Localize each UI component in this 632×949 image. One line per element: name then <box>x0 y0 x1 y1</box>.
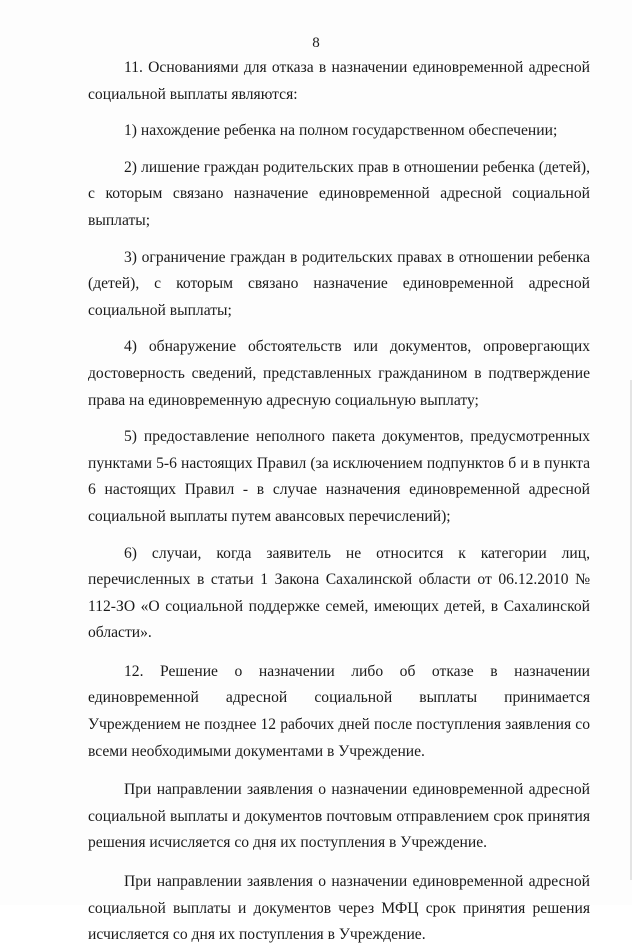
paragraph-mfc: При направлении заявления о назначении единовременной адресной социальной выплаты и документов через МФЦ срок принятия решения исчисляется со дня их поступления в Учреждение. <box>88 873 590 944</box>
list-item-2: 2) лишение граждан родительских прав в отношении ребенка (детей), с которым связано назначение единовременной адресной социальной выплаты; <box>88 158 590 229</box>
list-item-5: 5) предоставление неполного пакета документов, предусмотренных пунктами 5-6 настоящих Правил (за исключением подпунктов б и в пункта 6 настоящих Правил - в случае назначения единовременной адресной социальной выплаты путем авансовых перечислений); <box>88 428 590 525</box>
paragraph-postal: При направлении заявления о назначении единовременной адресной социальной выплаты и документов почтовым отправлением срок принятия решения исчисляется со дня их поступления в Учреждение. <box>88 781 590 852</box>
list-item-3: 3) ограничение граждан в родительских правах в отношении ребенка (детей), с которым связано назначение единовременной адресной социальной выплаты; <box>88 248 590 319</box>
list-item-6: 6) случаи, когда заявитель не относится к категории лиц, перечисленных в статьи 1 Закона Сахалинской области от 06.12.2010 № 112-ЗО «О социальной поддержке семей, имеющих детей, в Сахалинской области». <box>88 544 590 642</box>
paragraph-11: 11. Основаниями для отказа в назначении единовременной адресной социальной выплаты являются: <box>88 59 590 103</box>
list-item-1: 1) нахождение ребенка на полном государственном обеспечении; <box>124 122 558 140</box>
paragraph-12: 12. Решение о назначении либо об отказе в назначении единовременной адресной социальной выплаты принимается Учреждением не позднее 12 рабочих дней после поступления заявления со всеми необходимыми документами в Учреждение. <box>88 662 590 760</box>
document-body <box>88 55 590 949</box>
page-number: 8 <box>312 35 320 51</box>
list-item-4: 4) обнаружение обстоятельств или документов, опровергающих достоверность сведений, представленных гражданином в подтверждение права на единовременную адресную социальную выплату; <box>88 338 590 409</box>
